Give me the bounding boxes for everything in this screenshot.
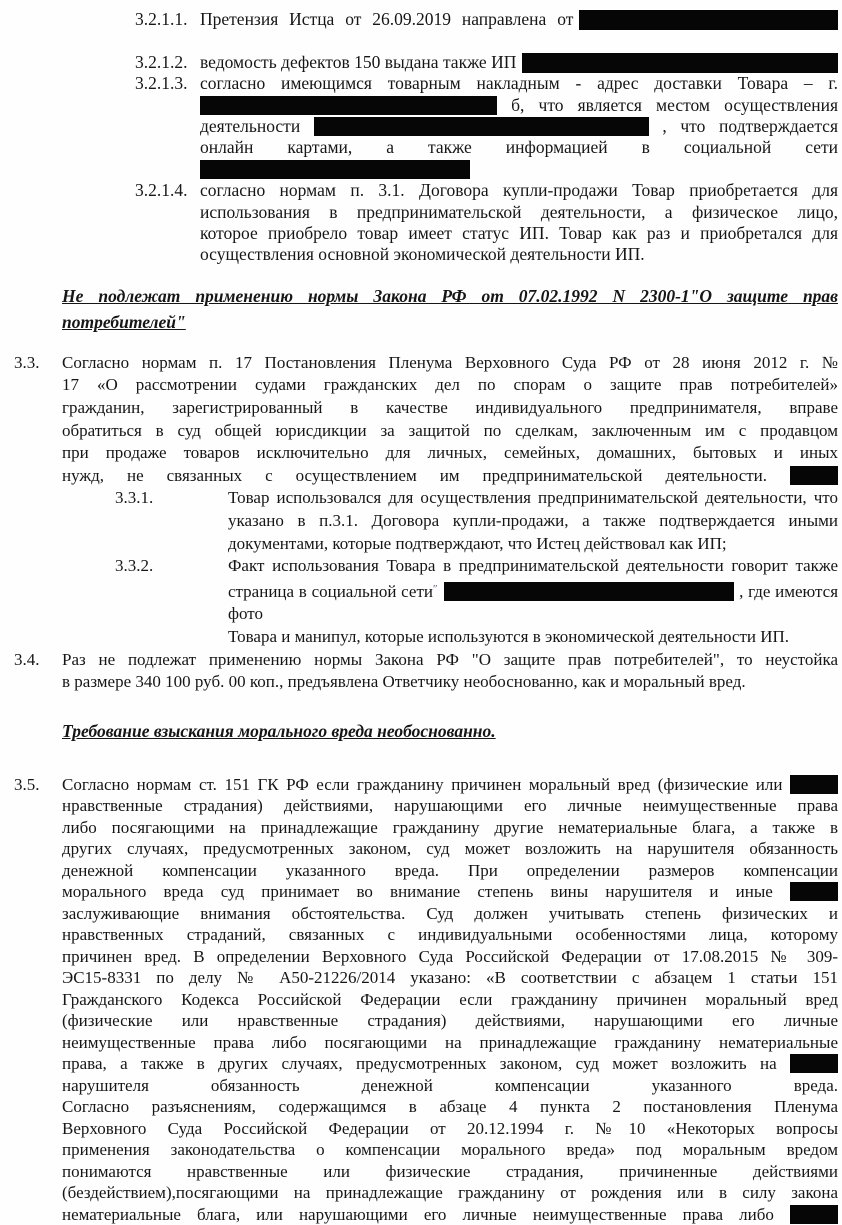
heading-line: Не подлежат применению нормы Закона РФ от 07.02.1992 N 2300-1"О защите прав (62, 285, 838, 306)
heading-line: Требование взыскания морального вреда необоснованно. (62, 720, 496, 741)
text-line: 17 «О рассмотрении судами гражданских дел по спорам о защите прав потребителей» (62, 375, 838, 395)
text-line: которое приобрело товар имеет статус ИП. Товар как раз и приобретался для (200, 223, 838, 244)
clause-text: что является местом осуществления (538, 94, 839, 115)
clause-text: права, а также в других случаях, предусмотренных законом, суд может возложить на (62, 1054, 777, 1074)
text-line: онлайн картами, а также информацией в социальной сети (200, 137, 838, 158)
clause-text: морального вреда суд принимает во внимание степень вины нарушителя и иные (62, 882, 773, 902)
text-line: нравственных страданий, связанных с индивидуальными особенностями лица, которому (62, 925, 838, 945)
text-line (228, 578, 838, 626)
text-line: других случаях, предусмотренных законом, суд может возложить на нарушителя обязанность (62, 839, 838, 859)
text-line: обратиться в суд общей юрисдикции за защитой по сделкам, заключенным им с продавцом (62, 420, 838, 440)
text-line: нравственные страдания) действиями, нарушающими его личные неимущественные права (62, 796, 838, 816)
clause-3-3 (14, 352, 838, 488)
text-line: при продаже товаров исключительно для личных, семейных, домашних, бытовых и иных (62, 443, 838, 463)
clause-text: Претензия Истца от 26.09.2019 направлена от (200, 9, 574, 29)
text-line: ЭС15-8331 по делу № А50-21226/2014 указано: «В соответствии с абзацем 1 статьи 151 (62, 968, 838, 988)
redacted-remnant: б, (511, 94, 525, 115)
clause-number: 3.3.1. (115, 488, 154, 508)
clause-number: 3.5. (14, 774, 40, 794)
text-line: денежной компенсации указанного вреда. При определении размеров компенсации (62, 860, 838, 880)
redaction-bar (200, 96, 497, 115)
link-remnant: ″ (433, 582, 440, 595)
redaction-bar (790, 1054, 838, 1073)
text-line (200, 116, 838, 137)
clause-text: , что подтверждается (662, 116, 839, 137)
text-line: Товар использовался для осуществления предпринимательской деятельности, что (228, 488, 838, 508)
text-line: указано в п.3.1. Договора купли-продажи, а также подтверждается иными (228, 511, 838, 531)
text-line: (физические или нравственные страдания) действиями, нарушающими его личные (62, 1011, 838, 1031)
clause-3-2-1-3 (135, 73, 838, 180)
clause-number: 3.2.1.3. (135, 73, 188, 94)
text-line: Согласно разъяснениям, содержащимся в абзаце 4 пункта 2 постановления Пленума (62, 1097, 838, 1117)
clause-text: деятельности (200, 116, 301, 137)
text-line: причинен вред. В определении Верховного Суда Российской Федерации от 17.08.2015 № 309- (62, 946, 838, 966)
clause-text: нематериальные блага, или нарушающими его личные неимущественные права либо (62, 1204, 774, 1224)
text-line: Верховного Суда Российской Федерации от 20.12.1994 г. №10 «Некоторых вопросы (62, 1118, 838, 1138)
text-line (200, 52, 838, 73)
text-line: гражданин, зарегистрированный в качестве индивидуального предпринимателя, вправе (62, 398, 838, 418)
redaction-bar (790, 1205, 838, 1224)
redaction-bar (200, 160, 470, 179)
clause-text: нужд, не связанных с осуществлением им предпринимательской деятельности. (62, 465, 768, 485)
text-line: Согласно нормам п. 17 Постановления Пленума Верховного Суда РФ от 28 июня 2012 г. № (62, 352, 838, 372)
text-line (200, 159, 838, 180)
text-line (62, 465, 838, 488)
text-line: использования в предпринимательской деятельности, а физическое лицо, (200, 201, 838, 222)
text-line: Товара и манипул, которые используются в экономической деятельности ИП. (228, 626, 790, 646)
clause-number: 3.2.1.2. (135, 51, 188, 72)
clause-number: 3.2.1.1. (135, 9, 188, 29)
text-line: понимаются нравственные или физические страдания, причиненные действиями (62, 1161, 838, 1181)
clause-3-4 (14, 649, 838, 694)
redaction-bar (790, 466, 838, 485)
clause-3-2-1-2 (135, 52, 838, 73)
clause-number: 3.4. (14, 649, 40, 669)
text-line: в размере 340 100 руб. 00 коп., предъявлена Ответчику необоснованно, как и моральный вред. (62, 672, 746, 692)
text-line: Раз не подлежат применению нормы Закона РФ "О защите прав потребителей", то неустойка (62, 649, 838, 669)
text-line: согласно нормам п. 3.1. Договора купли-продажи Товар приобретается для (200, 180, 838, 201)
clause-3-5 (14, 774, 838, 1225)
section-heading-consumer-law (62, 283, 838, 335)
text-line (62, 881, 838, 903)
redaction-bar (314, 117, 649, 136)
text-line (62, 1204, 838, 1225)
clause-number: 3.3.2. (115, 556, 154, 576)
section-heading-moral-damage (62, 718, 838, 744)
clause-text: страница в социальной сети (228, 581, 433, 601)
text-line: нарушителя обязанность денежной компенсации указанного вреда. (62, 1075, 838, 1095)
clause-text: ведомость дефектов 150 выдана также ИП (200, 51, 517, 72)
text-line: заслуживающие внимания обстоятельства. Суд должен учитывать степень физических и (62, 903, 838, 923)
clause-3-2-1-1 (135, 9, 838, 30)
text-line: применения законодательства о компенсации морального вреда» под моральным вредом (62, 1140, 838, 1160)
text-line (200, 9, 838, 30)
clause-number: 3.3. (14, 352, 40, 372)
text-line (62, 1053, 838, 1075)
redaction-bar (790, 882, 838, 901)
text-line: неимущественные права либо посягающими на принадлежащие гражданину нематериальные (62, 1032, 838, 1052)
clause-3-3-1 (115, 487, 838, 555)
text-line: либо посягающими на принадлежащие гражданину другие нематериальные блага, а также в (62, 817, 838, 837)
clause-text: , где имеются фото (228, 581, 839, 624)
text-line: Гражданского Кодекса Российской Федерации если гражданину причинен моральный вред (62, 989, 838, 1009)
text-line: документами, которые подтверждают, что Истец действовал как ИП; (228, 533, 727, 553)
redaction-bar (444, 582, 734, 601)
text-line (200, 95, 838, 116)
redaction-bar (579, 10, 838, 30)
clause-number: 3.2.1.4. (135, 180, 188, 201)
text-line: согласно имеющимся товарным накладным - адрес доставки Товара – г. (200, 73, 838, 94)
text-line: (бездействием),посягающими на принадлежащие гражданину от рождения или в силу закона (62, 1183, 838, 1203)
clause-3-3-2 (115, 555, 838, 648)
redaction-bar (790, 775, 838, 794)
text-line: осуществления основной экономической деятельности ИП. (200, 244, 645, 265)
clause-3-2-1-4 (135, 180, 838, 266)
redaction-bar (522, 53, 838, 73)
text-line (62, 774, 838, 796)
text-line: Факт использования Товара в предпринимательской деятельности говорит также (228, 556, 838, 576)
heading-line: потребителей" (62, 311, 186, 332)
clause-text: Согласно нормам ст. 151 ГК РФ если гражданину причинен моральный вред (физические или (62, 774, 783, 794)
